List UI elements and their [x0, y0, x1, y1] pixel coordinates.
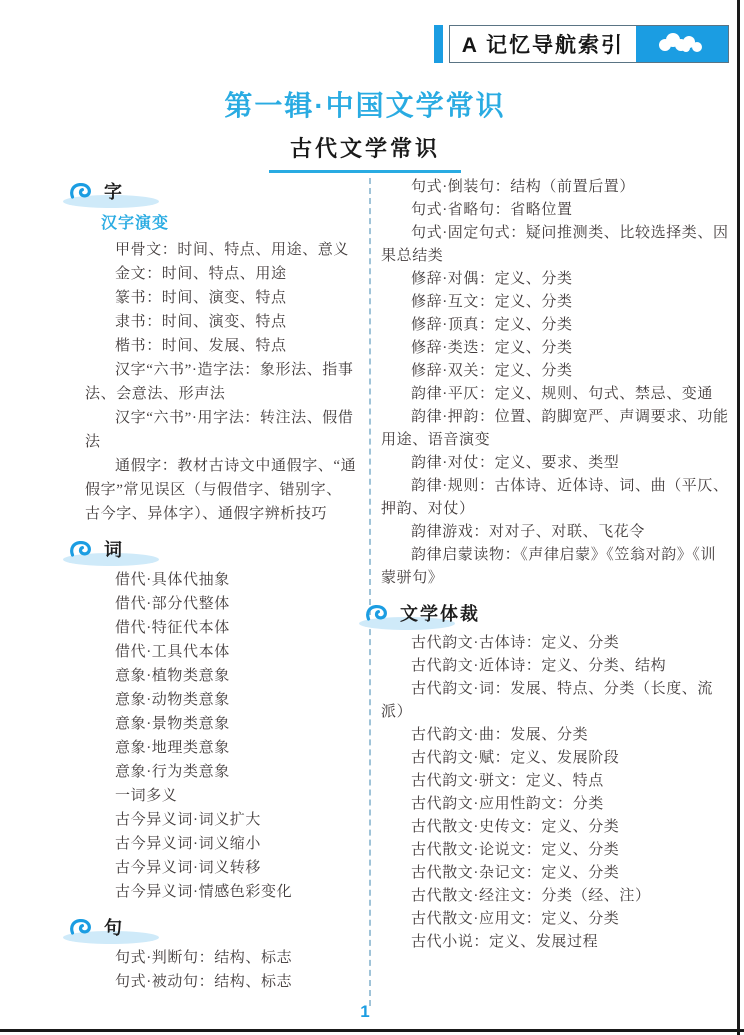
index-item: 楷书：时间、发展、特点	[115, 338, 287, 354]
index-item: 古今异义词·词义扩大	[115, 812, 261, 828]
index-columns	[85, 176, 730, 1006]
wave-swirl-icon	[365, 604, 392, 622]
index-item: 韵律·平仄：定义、规则、句式、禁忌、变通	[411, 386, 713, 402]
index-item: 古代韵文·应用性韵文：分类	[411, 796, 604, 812]
index-item: 意象·景物类意象	[115, 716, 230, 732]
index-item: 古代韵文·赋：定义、发展阶段	[411, 750, 620, 766]
index-item: 金文：时间、特点、用途	[115, 266, 287, 282]
index-item: 古代散文·经注文：分类（经、注）	[411, 888, 651, 904]
header-accent-stripe	[434, 25, 443, 63]
index-item: 意象·动物类意象	[115, 692, 230, 708]
index-item: 韵律·押韵：位置、韵脚宽严、声调要求、功能用途、语音演变	[381, 409, 729, 448]
chapter-title-wrap	[0, 132, 730, 173]
header-index-label: A 记忆导航索引	[450, 26, 636, 62]
index-item: 通假字：教材古诗文中通假字、“通假字”常见误区（与假借字、错别字、古今字、异体字）、通假字辨析技巧	[85, 458, 357, 522]
section-label: 字	[104, 182, 124, 202]
index-item: 句式·被动句：结构、标志	[115, 974, 293, 990]
index-item: 古今异义词·词义转移	[115, 860, 261, 876]
index-item: 句式·省略句：省略位置	[411, 202, 573, 218]
index-item: 古代韵文·近体诗：定义、分类、结构	[411, 658, 667, 674]
section-label: 词	[104, 540, 124, 560]
chapter-title: 古代文学常识	[269, 132, 461, 173]
index-item: 古代散文·应用文：定义、分类	[411, 911, 620, 927]
index-item: 修辞·顶真：定义、分类	[411, 317, 573, 333]
index-item: 句式·判断句：结构、标志	[115, 950, 293, 966]
index-item: 篆书：时间、演变、特点	[115, 290, 287, 306]
index-item: 古代散文·论说文：定义、分类	[411, 842, 620, 858]
index-item: 借代·部分代整体	[115, 596, 230, 612]
index-item: 意象·地理类意象	[115, 740, 230, 756]
index-subheading: 汉字演变	[101, 215, 170, 232]
section-header	[69, 536, 357, 562]
wave-swirl-icon	[69, 540, 96, 558]
index-item: 意象·植物类意象	[115, 668, 230, 684]
index-item: 句式·固定句式：疑问推测类、比较选择类、因果总结类	[381, 225, 729, 264]
index-item: 修辞·互文：定义、分类	[411, 294, 573, 310]
index-item: 借代·特征代本体	[115, 620, 230, 636]
section-label: 文学体裁	[400, 604, 480, 624]
page-edge-bottom	[0, 1029, 744, 1032]
index-item: 韵律·对仗：定义、要求、类型	[411, 455, 620, 471]
volume-title: 第一辑·中国文学常识	[224, 90, 506, 121]
index-item: 古代散文·杂记文：定义、分类	[411, 865, 620, 881]
cloud-icon	[653, 31, 711, 57]
section-header	[69, 914, 357, 940]
page-number: 1	[360, 1002, 370, 1021]
index-item: 一词多义	[115, 788, 178, 804]
wave-swirl-icon	[69, 182, 96, 200]
index-item: 修辞·对偶：定义、分类	[411, 271, 573, 287]
column-divider	[369, 178, 371, 1006]
page-edge-right	[737, 0, 740, 1035]
index-item: 修辞·类迭：定义、分类	[411, 340, 573, 356]
index-item: 古代韵文·骈文：定义、特点	[411, 773, 604, 789]
section-header	[69, 178, 357, 204]
index-item: 意象·行为类意象	[115, 764, 230, 780]
section-header	[365, 600, 730, 626]
index-item: 韵律启蒙读物：《声律启蒙》《笠翁对韵》《训蒙骈句》	[381, 547, 717, 586]
header-banner	[434, 25, 729, 63]
index-column-right	[381, 176, 730, 1006]
index-column-left	[85, 176, 357, 1006]
index-item: 古代韵文·古体诗：定义、分类	[411, 635, 620, 651]
index-item: 古代散文·史传文：定义、分类	[411, 819, 620, 835]
index-item: 韵律·规则：古体诗、近体诗、词、曲（平仄、押韵、对仗）	[381, 478, 729, 517]
index-item: 古代韵文·曲：发展、分类	[411, 727, 589, 743]
index-item: 古代小说：定义、发展过程	[411, 934, 599, 950]
index-item: 韵律游戏：对对子、对联、飞花令	[411, 524, 646, 540]
index-item: 古今异义词·情感色彩变化	[115, 884, 293, 900]
wave-swirl-icon	[69, 918, 96, 936]
index-item: 古代韵文·词：发展、特点、分类（长度、流派）	[381, 681, 713, 720]
index-item: 借代·工具代本体	[115, 644, 230, 660]
index-item: 修辞·双关：定义、分类	[411, 363, 573, 379]
index-item: 汉字“六书”·造字法：象形法、指事法、会意法、形声法	[85, 362, 354, 402]
index-item: 隶书：时间、演变、特点	[115, 314, 287, 330]
section-label: 句	[104, 918, 124, 938]
index-item: 古今异义词·词义缩小	[115, 836, 261, 852]
index-item: 汉字“六书”·用字法：转注法、假借法	[85, 410, 354, 450]
header-badge	[636, 26, 728, 62]
index-item: 甲骨文：时间、特点、用途、意义	[115, 242, 350, 258]
index-item: 句式·倒装句：结构（前置后置）	[411, 179, 635, 195]
header-box	[449, 25, 729, 63]
index-item: 借代·具体代抽象	[115, 572, 230, 588]
